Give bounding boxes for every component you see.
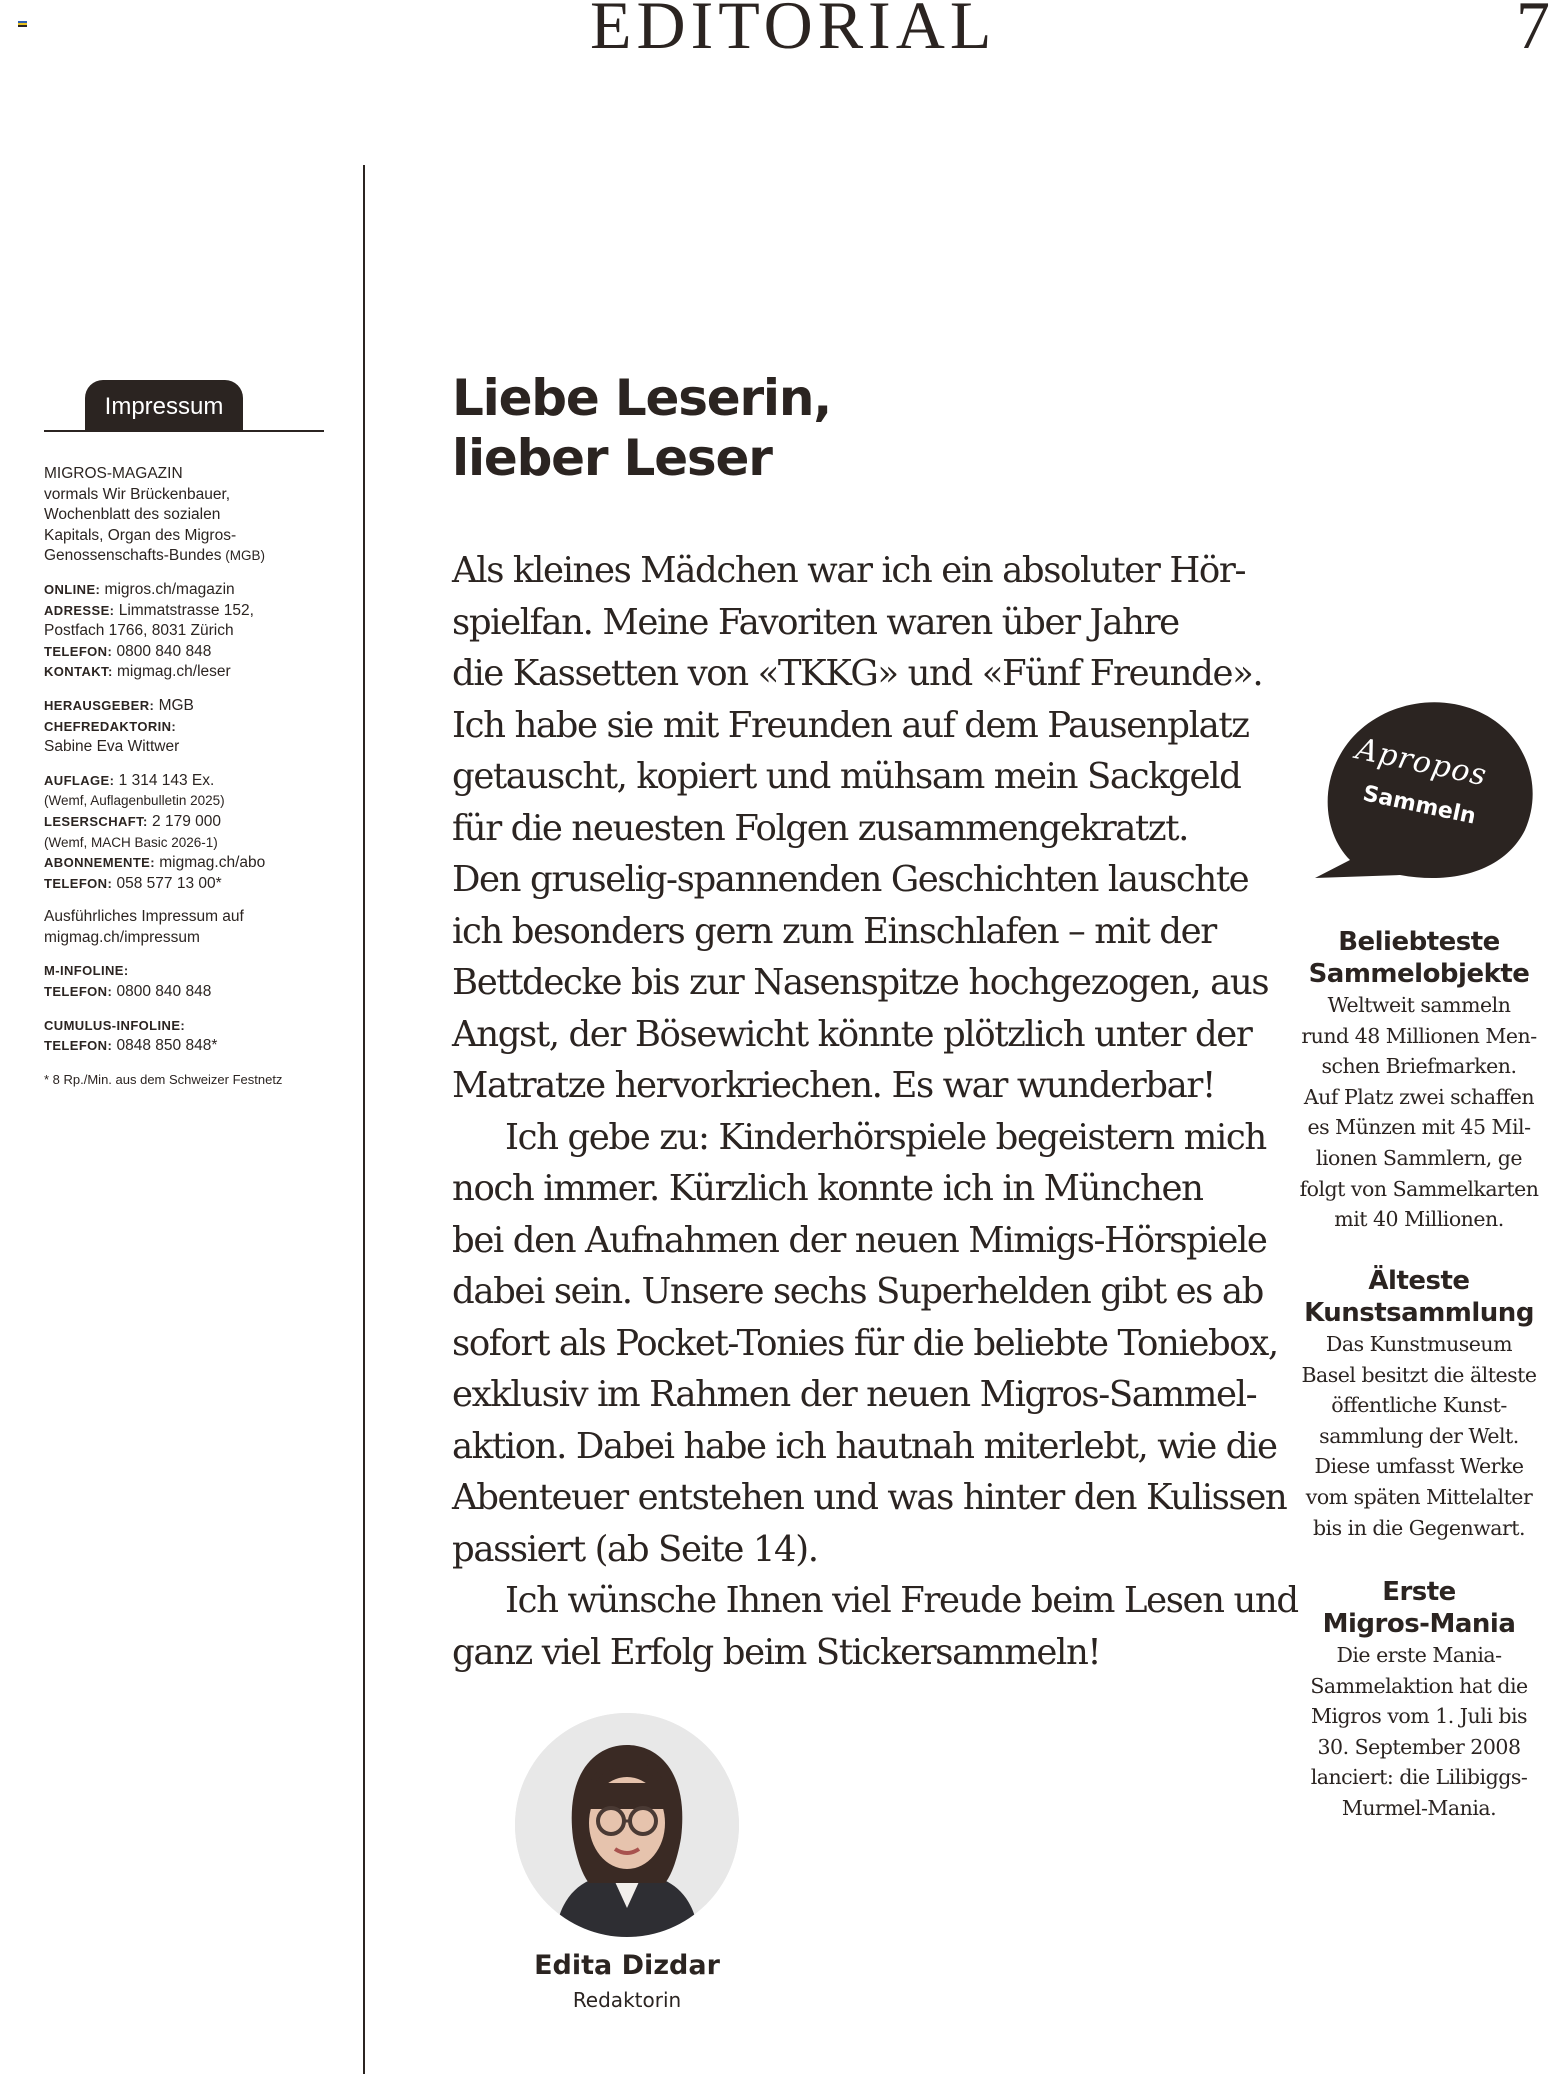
apropos-topic: Sammeln (1360, 781, 1479, 830)
author-role: Redaktorin (572, 1988, 682, 2012)
fact-text-line: Migros vom 1. Juli bis (1310, 1704, 1528, 1729)
fact-text-line: lionen Sammlern, ge (1315, 1145, 1523, 1170)
body-line: Ich wünsche Ihnen viel Freude beim Lesen und (505, 1580, 1298, 1621)
fact-box (1284, 1265, 1550, 1543)
fact-text (1284, 1329, 1550, 1543)
headline-line: Liebe Leserin, (452, 369, 832, 427)
author-name: Edita Dizdar (534, 1950, 720, 1981)
circulation-value: (Wemf, Auflagenbulletin 2025) (44, 793, 225, 809)
impressum-body (44, 464, 324, 1090)
editor-value: Sabine Eva Wittwer (44, 738, 180, 756)
fact-title (1284, 1265, 1550, 1329)
body-line: Als kleines Mädchen war ich ein absoluter Hör- (452, 550, 1246, 591)
author-portrait-icon (515, 1713, 739, 1937)
body-line: ich besonders gern zum Einschlafen – mit der (452, 910, 1216, 952)
infoline-key: TELEFON: (44, 984, 113, 1000)
contact-key: ONLINE: (44, 581, 101, 597)
body-line: ganz viel Erfolg beim Stickersammeln! (452, 1631, 1101, 1673)
circulation-key: LESERSCHAFT: (44, 813, 148, 829)
publisher-line: vormals Wir Brückenbauer, (44, 485, 231, 503)
circulation-key: TELEFON: (44, 875, 113, 891)
editors-block (44, 696, 324, 758)
contact-line (44, 580, 324, 601)
fact-text-line: öffentliche Kunst- (1331, 1393, 1507, 1418)
body-line: getauscht, kopiert und mühsam mein Sackgeld (452, 756, 1241, 797)
body-line: Matratze hervorkriechen. Es war wunderbar! (452, 1065, 1215, 1106)
impressum-tab: Impressum (85, 380, 243, 430)
publisher-line: MIGROS-MAGAZIN (44, 465, 183, 482)
contact-line (44, 662, 324, 683)
contact-key: TELEFON: (44, 643, 113, 659)
infoline-line (44, 1016, 324, 1037)
fact-text-line: lanciert: die Lilibiggs- (1310, 1765, 1528, 1790)
body-line: dabei sein. Unsere sechs Superhelden gibt es ab (452, 1271, 1263, 1312)
fact-box (1284, 1576, 1550, 1824)
circulation-value: 2 179 000 (147, 812, 222, 830)
body-line: Abenteuer entstehen und was hinter den Kulissen (452, 1477, 1287, 1518)
fact-title-line: Migros-Mania (1322, 1609, 1516, 1639)
body-line: Ich gebe zu: Kinderhörspiele begeistern mich (505, 1116, 1266, 1158)
fact-text-line: Das Kunstmuseum (1325, 1332, 1513, 1356)
apropos-speech-bubble-icon (1305, 690, 1550, 890)
fact-text-line: Die erste Mania- (1336, 1643, 1502, 1667)
fact-text (1284, 990, 1550, 1235)
contact-value: Postfach 1766, 8031 Zürich (44, 622, 234, 640)
body-line: spielfan. Meine Favoriten waren über Jahre (452, 601, 1179, 643)
fact-text-line: Diese umfasst Werke (1314, 1454, 1524, 1479)
infoline-key: CUMULUS-INFOLINE: (44, 1017, 186, 1033)
circulation-block (44, 771, 324, 895)
contact-value: Limmatstrasse 152, (114, 601, 254, 619)
contact-value: 0800 840 848 (112, 642, 212, 660)
infoline-value: 0848 850 848* (112, 1037, 218, 1055)
fact-text-line: Murmel-Mania. (1341, 1795, 1497, 1820)
author-photo (515, 1713, 739, 1937)
page-number: 7 (1516, 0, 1550, 63)
body-line: für die neuesten Folgen zusammengekratzt. (452, 807, 1188, 849)
circulation-value: (Wemf, MACH Basic 2026-1) (44, 834, 218, 850)
fact-title-line: Sammelobjekte (1308, 959, 1530, 989)
fact-text (1284, 1640, 1550, 1824)
m-infoline-block (44, 961, 324, 1002)
fact-title (1284, 926, 1550, 990)
editor-key: CHEFREDAKTORIN: (44, 718, 177, 734)
fact-text-line: bis in die Gegenwart. (1312, 1515, 1526, 1540)
fact-text-line: es Münzen mit 45 Mil- (1307, 1115, 1531, 1140)
body-line: noch immer. Kürzlich konnte ich in München (452, 1168, 1203, 1209)
circulation-value: 1 314 143 Ex. (114, 771, 215, 789)
fact-box (1284, 926, 1550, 1235)
body-line: Ich habe sie mit Freunden auf dem Pausenplatz (452, 704, 1249, 746)
circulation-line (44, 833, 324, 854)
contact-key: KONTAKT: (44, 664, 113, 680)
body-line: passiert (ab Seite 14). (452, 1528, 818, 1570)
publisher-line: Kapitals, Organ des Migros- (44, 526, 237, 544)
circulation-value: migmag.ch/abo (154, 854, 266, 872)
infoline-line (44, 982, 324, 1003)
editor-line (44, 737, 324, 758)
cumulus-infoline-block (44, 1016, 324, 1057)
editorial-headline (452, 368, 831, 488)
contact-key: ADRESSE: (44, 602, 115, 618)
flag-icon (18, 21, 27, 27)
fact-title-line: Beliebteste (1338, 927, 1500, 957)
column-divider (363, 165, 365, 2074)
details-block (44, 907, 324, 948)
contact-line (44, 601, 324, 622)
infoline-key: M-INFOLINE: (44, 963, 129, 979)
contact-line (44, 621, 324, 642)
fact-title-line: Älteste (1368, 1266, 1470, 1296)
body-line: Bettdecke bis zur Nasenspitze hochgezogen, aus (452, 962, 1269, 1003)
contact-line (44, 642, 324, 663)
fact-title-line: Erste (1382, 1577, 1456, 1607)
impressum-rule (44, 430, 324, 432)
page-header (0, 0, 1550, 63)
body-line: sofort als Pocket-Tonies für die beliebte Toniebox, (452, 1322, 1278, 1364)
fact-text-line: rund 48 Millionen Men- (1301, 1023, 1537, 1048)
infoline-key: TELEFON: (44, 1038, 113, 1054)
fact-text-line: Basel besitzt die älteste (1301, 1362, 1537, 1387)
body-line: bei den Aufnahmen der neuen Mimigs-Hörspiele (452, 1219, 1267, 1261)
body-line: exklusiv im Rahmen der neuen Migros-Sammel- (452, 1374, 1257, 1415)
circulation-line (44, 812, 324, 833)
apropos-script-label: Apropos (1352, 731, 1491, 794)
publisher-line (44, 546, 324, 567)
headline-line: lieber Leser (452, 429, 772, 487)
circulation-line (44, 853, 324, 874)
publisher-block (44, 464, 324, 567)
body-line: Angst, der Bösewicht könnte plötzlich unter der (452, 1013, 1252, 1055)
fact-text-line: Auf Platz zwei schaffen (1303, 1084, 1535, 1109)
contact-value: migmag.ch/leser (112, 663, 231, 681)
publisher-abbr: (MGB) (221, 548, 265, 564)
contact-value: migros.ch/magazin (100, 580, 235, 598)
editorial-body (452, 545, 1298, 1678)
fact-text-line: Sammelaktion hat die (1310, 1673, 1528, 1698)
editor-key: HERAUSGEBER: (44, 697, 155, 713)
editor-line (44, 717, 324, 738)
fact-text-line: sammlung der Welt. (1319, 1423, 1519, 1448)
circulation-key: AUFLAGE: (44, 772, 115, 788)
body-line: Den gruselig-spannenden Geschichten lauschte (452, 859, 1249, 900)
editor-line (44, 696, 324, 717)
infoline-value: 0800 840 848 (112, 983, 212, 1001)
fact-text-line: folgt von Sammelkarten (1299, 1176, 1539, 1201)
fact-text-line: vom späten Mittelalter (1305, 1484, 1533, 1509)
circulation-line (44, 771, 324, 792)
circulation-line (44, 874, 324, 895)
fact-text-line: mit 40 Millionen. (1334, 1207, 1504, 1232)
fact-title (1284, 1576, 1550, 1640)
details-link: migmag.ch/impressum (44, 928, 200, 946)
impressum-footnote: * 8 Rp./Min. aus dem Schweizer Festnetz (44, 1071, 283, 1087)
section-title: EDITORIAL (590, 0, 997, 63)
body-line: die Kassetten von «TKKG» und «Fünf Freunde». (452, 653, 1263, 694)
infoline-line (44, 961, 324, 982)
infoline-line (44, 1036, 324, 1057)
fact-text-line: schen Briefmarken. (1321, 1054, 1517, 1079)
publisher-line: Wochenblatt des sozialen (44, 506, 221, 524)
editor-value: MGB (154, 696, 194, 714)
fact-text-line: Weltweit sammeln (1327, 993, 1511, 1017)
fact-text-line: 30. September 2008 (1317, 1734, 1521, 1759)
body-line: aktion. Dabei habe ich hautnah miterlebt, wie die (452, 1425, 1277, 1467)
publisher-line-text: Genossenschafts-Bundes (44, 547, 222, 565)
fact-title-line: Kunstsammlung (1304, 1298, 1534, 1328)
circulation-key: ABONNEMENTE: (44, 855, 155, 871)
circulation-value: 058 577 13 00* (112, 874, 222, 892)
circulation-line (44, 791, 324, 812)
details-line: Ausführliches Impressum auf (44, 908, 244, 926)
contact-block (44, 580, 324, 683)
